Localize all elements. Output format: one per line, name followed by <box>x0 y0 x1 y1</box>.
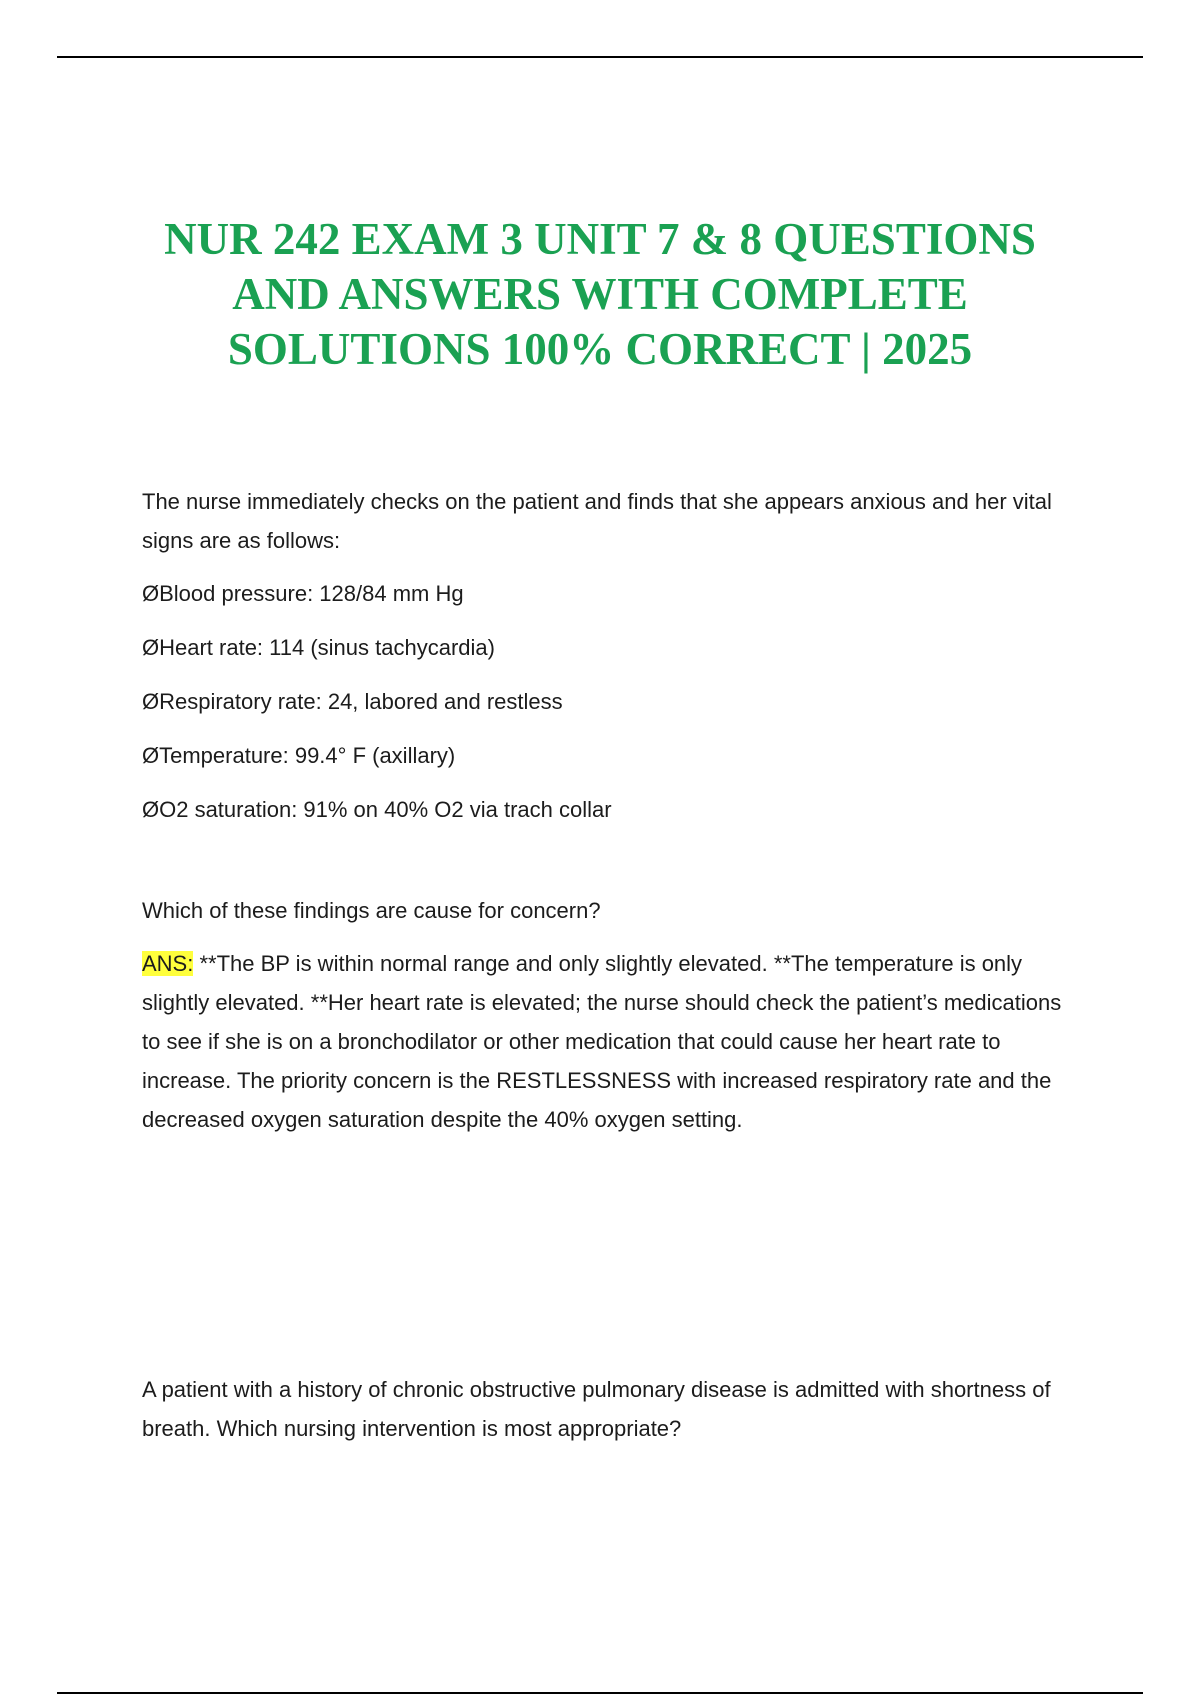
title-line-1: NUR 242 EXAM 3 UNIT 7 & 8 QUESTIONS <box>164 214 1036 264</box>
title-line-2: AND ANSWERS WITH COMPLETE <box>232 269 968 319</box>
vital-temperature: ØTemperature: 99.4° F (axillary) <box>142 743 456 768</box>
intro-paragraph: The nurse immediately checks on the patient and finds that she appears anxious and her vital signs are as follows: <box>142 489 1052 553</box>
vital-respiratory-rate: ØRespiratory rate: 24, labored and restless <box>142 689 563 714</box>
question-1: Which of these findings are cause for concern? <box>142 898 601 923</box>
answer-label: ANS: <box>142 951 194 976</box>
question-2: A patient with a history of chronic obstructive pulmonary disease is admitted with shortness of breath. Which nursing intervention is most appropriate? <box>142 1377 1051 1441</box>
vital-o2-saturation: ØO2 saturation: 91% on 40% O2 via trach collar <box>142 797 612 822</box>
bottom-rule <box>57 1692 1143 1694</box>
answer-1 <box>142 944 1072 1139</box>
title-line-3: SOLUTIONS 100% CORRECT | 2025 <box>227 324 973 374</box>
document-body <box>142 482 1072 1139</box>
answer-1-text: **The BP is within normal range and only slightly elevated. **The temperature is only slightly elevated. **Her heart rate is elevated; the nurse should check the patient’s medications to see if she is on a bronchodilator or other medication that could cause her heart rate to increase. The priority concern is the RESTLESSNESS with increased respiratory rate and the decreased oxygen saturation despite the 40% oxygen setting. <box>142 951 1062 1132</box>
top-rule <box>57 56 1143 58</box>
vital-heart-rate: ØHeart rate: 114 (sinus tachycardia) <box>142 635 495 660</box>
document-title <box>100 212 1100 377</box>
vital-signs-list <box>142 574 1072 829</box>
vital-blood-pressure: ØBlood pressure: 128/84 mm Hg <box>142 581 464 606</box>
